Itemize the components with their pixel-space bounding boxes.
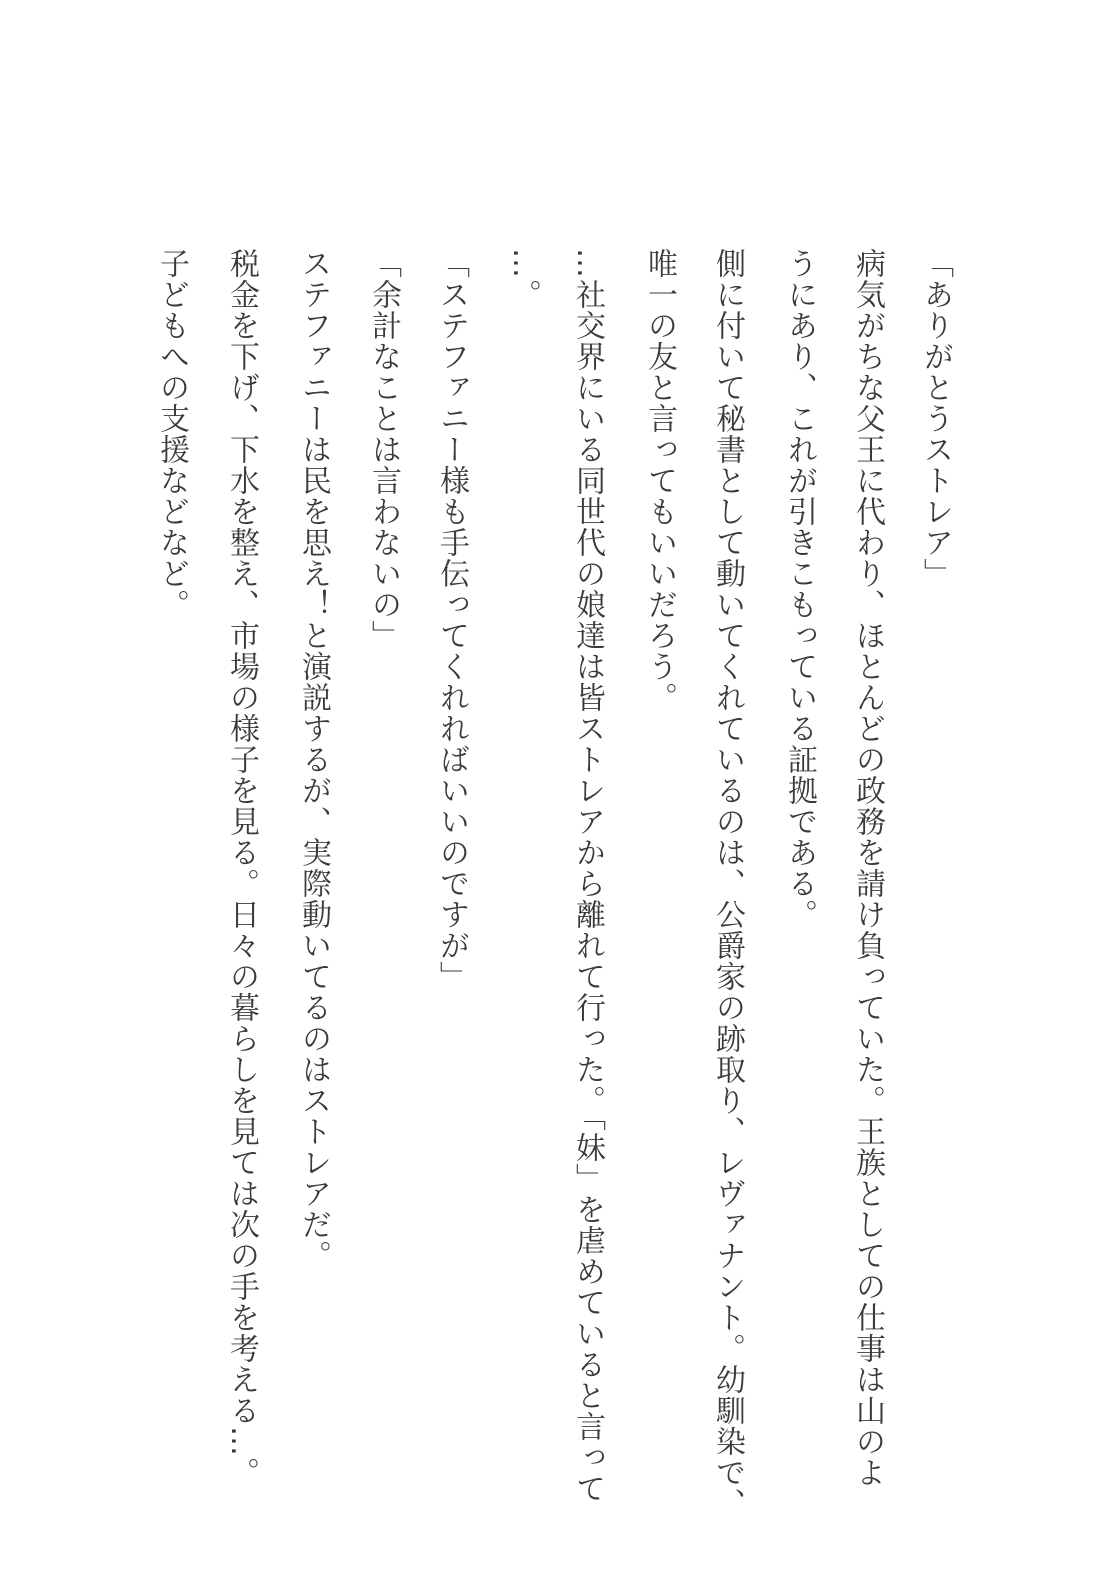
text-line-3: うにあり、これが引きこもっている証拠である。 xyxy=(782,248,817,930)
text-line-8: 「ステファニー様も手伝ってくれればいいのですが」 xyxy=(434,248,469,992)
text-line-2: 病気がちな父王に代わり、ほとんどの政務を請け負っていた。王族としての仕事は山のよ xyxy=(850,248,885,1488)
text-line-9: 「余計なことは言わないの」 xyxy=(366,248,401,651)
text-line-10: ステファニーは民を思え！と演説するが、実際動いてるのはストレアだ。 xyxy=(296,248,331,1271)
text-line-11: 税金を下げ、下水を整え、市場の様子を見る。日々の暮らしを見ては次の手を考える…。 xyxy=(224,248,259,1488)
text-line-1: 「ありがとうストレア」 xyxy=(918,248,953,589)
text-line-4: 側に付いて秘書として動いてくれているのは、公爵家の跡取り、レヴァナント。幼馴染で、 xyxy=(710,248,745,1519)
text-line-6: …社交界にいる同世代の娘達は皆ストレアから離れて行った。「妹」を虐めていると言って xyxy=(570,248,605,1504)
text-line-5: 唯一の友と言ってもいいだろう。 xyxy=(642,248,677,713)
text-line-12: 子どもへの支援などなど。 xyxy=(154,248,189,620)
text-line-7: …。 xyxy=(506,248,541,310)
